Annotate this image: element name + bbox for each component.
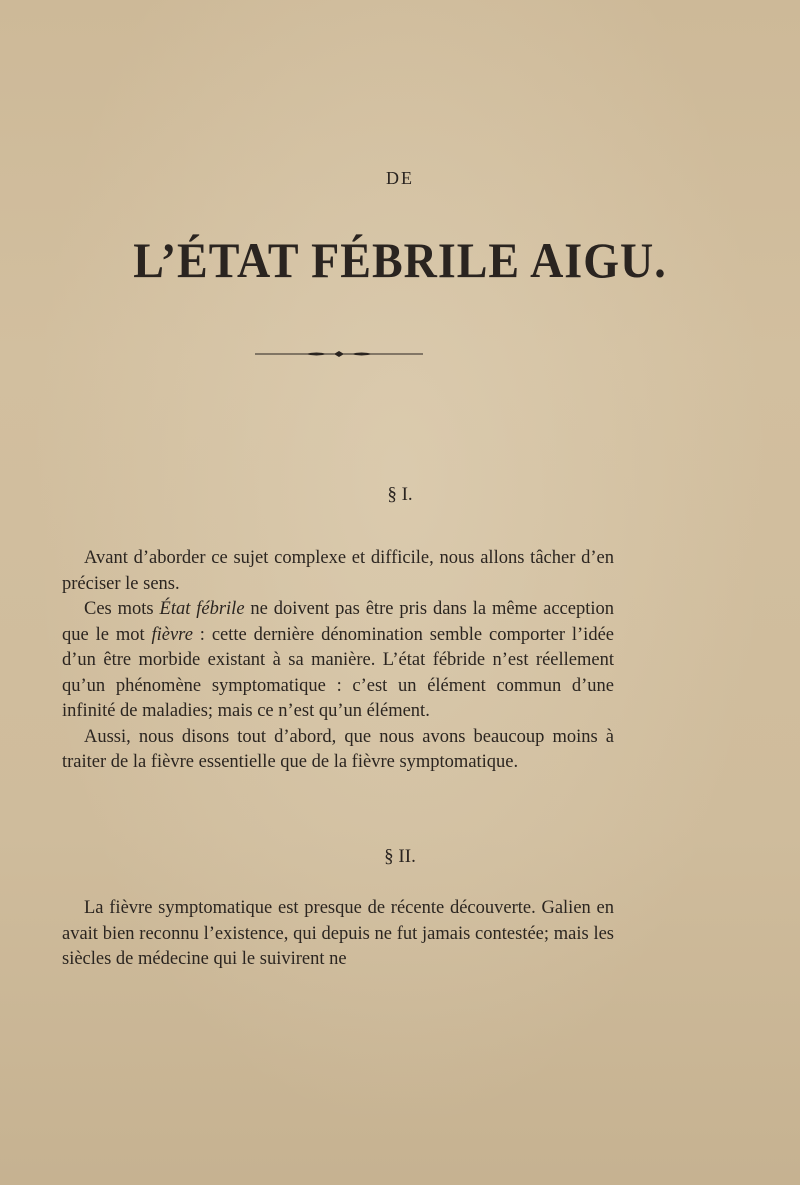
section-1-body: [62, 546, 614, 776]
paragraph-1: Avant d’aborder ce sujet complexe et difficile, nous allons tâcher d’en préciser le sens.: [62, 548, 614, 594]
page-title: L’ÉTAT FÉBRILE AIGU.: [133, 232, 667, 289]
paragraph-2-text-c: : cette dernière dénomination semble comporter l’idée d’un être morbide existant à sa manière. L’état fébride n’est réellement qu’un phénomène symptomatique : c’est un élément commun d’une infinité de maladies; mais ce n’est qu’un élément.: [62, 624, 614, 721]
section-heading-1: § I.: [387, 484, 413, 505]
paragraph-2: [62, 597, 614, 725]
section-heading-2: § II.: [384, 846, 416, 867]
title-prefix: DE: [386, 168, 414, 188]
italic-term-fievre: fièvre: [151, 624, 193, 645]
paragraph-4: La fièvre symptomatique est presque de récente découverte. Galien en avait bien reconnu l’existence, qui depuis ne fut jamais contestée; mais les siècles de médecine qui le suivirent ne: [62, 898, 614, 969]
paragraph-2-text-a: Ces mots: [84, 599, 160, 619]
paragraph-2-text-b: ne doivent pas être pris dans la même acception que le mot: [62, 599, 614, 645]
section-2-body: [62, 896, 614, 973]
ornamental-rule: [255, 350, 423, 358]
paragraph-3: Aussi, nous disons tout d’abord, que nous avons beaucoup moins à traiter de la fièvre essentielle que de la fièvre symptomatique.: [62, 726, 614, 772]
italic-term-etat-febrile: État fébrile: [159, 599, 245, 619]
